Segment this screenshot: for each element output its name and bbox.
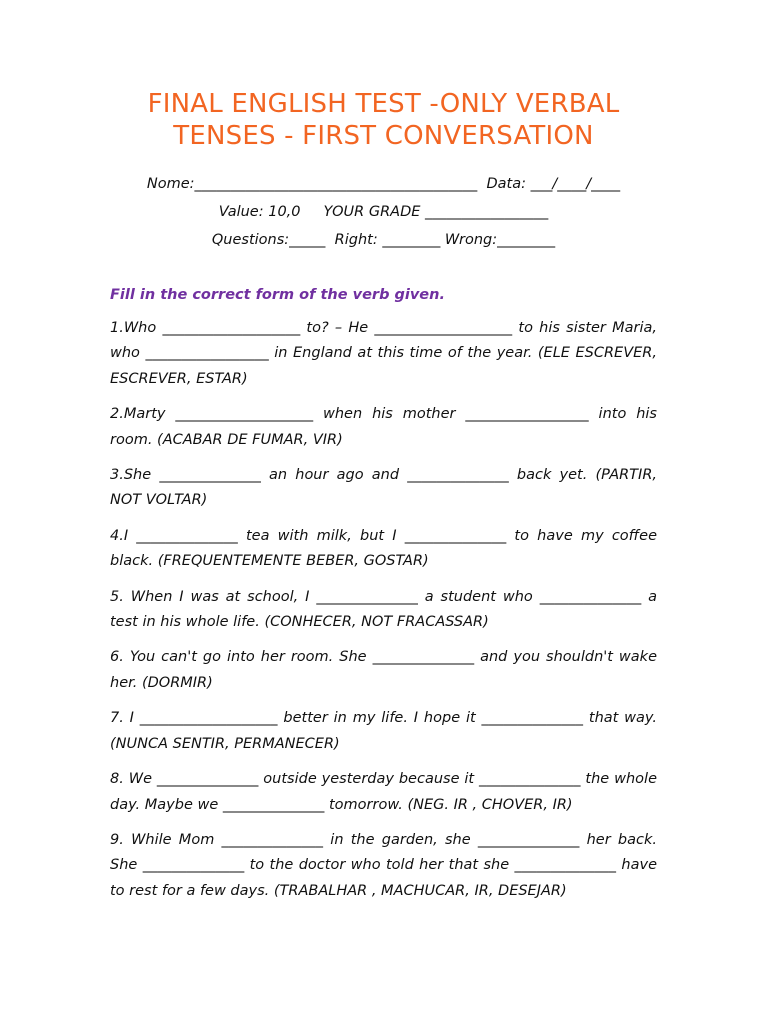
title-line-1: FINAL ENGLISH TEST -ONLY VERBAL — [147, 89, 620, 119]
question-5: 5. When I was at school, I ______________ a student who ______________ a test in his whole life. (CONHECER, NOT FRACASSAR) — [110, 588, 657, 631]
questions-score-line: Questions:_____ Right: ________ Wrong:________ — [211, 232, 556, 248]
question-2: 2.Marty ___________________ when his mother _________________ into his room. (ACABAR DE FUMAR, VIR) — [110, 406, 657, 448]
question-6: 6. You can't go into her room. She ______________ and you shouldn't wake her. (DORMIR) — [110, 649, 657, 691]
page-title — [110, 88, 657, 152]
question-8: 8. We ______________ outside yesterday because it ______________ the whole day. Maybe we ______________ tomorrow. (NEG. IR , CHOVER, IR) — [110, 771, 657, 813]
name-date-line: Nome:_______________________________________ Data: ___/____/____ — [146, 176, 621, 192]
question-4: 4.I ______________ tea with milk, but I ______________ to have my coffee black. (FREQUENTEMENTE BEBER, GOSTAR) — [110, 527, 657, 570]
question-7: 7. I ___________________ better in my life. I hope it ______________ that way. (NUNCA SENTIR, PERMANECER) — [110, 710, 657, 752]
question-1: 1.Who ___________________ to? – He ___________________ to his sister Maria, who _________________ in England at this time of the year. (ELE ESCREVER, ESCREVER, ESTAR) — [110, 320, 657, 387]
value-grade-line: Value: 10,0 YOUR GRADE _________________ — [218, 204, 549, 220]
question-list — [110, 316, 657, 904]
question-3: 3.She ______________ an hour ago and ______________ back yet. (PARTIR, NOT VOLTAR) — [110, 467, 657, 509]
question-9: 9. While Mom ______________ in the garden, she ______________ her back. She ______________ to the doctor who told her that she ______________ have to rest for a few days. (TRABALHAR , MACHUCAR, IR, DESEJAR) — [110, 831, 657, 899]
instruction-text: Fill in the correct form of the verb given. — [110, 287, 445, 303]
title-line-2: TENSES - FIRST CONVERSATION — [173, 121, 594, 151]
header-fields — [110, 170, 657, 254]
